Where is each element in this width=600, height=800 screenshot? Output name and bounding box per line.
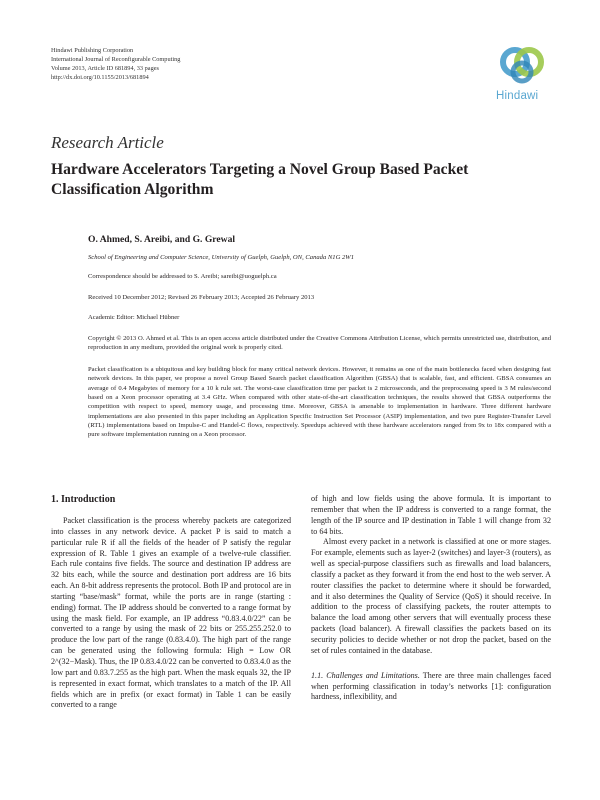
intro-paragraph: Packet classification is the process whereby packets are categorized into classes in any network device. A packet P is said to match a particular rule R if all the fields of the header of P satisfy the regular expression of R. Table 1 gives an example of a twelve-rule classifier. Each rule contains five fields. The source and destination IP address are 32 bits each, while the source and destination port address are 16 bits each. An 8-bit address represents the protocol. Both IP and protocol are in starting “base/mask” format, while the ports are in range (starting : ending) format. The IP address should be converted to a range format by using the mask field. For example, an IP address “0.83.4.0/22” can be converted to a range by using the mask of 22 bits or 255.255.252.0 to produce the low part of the range (0.83.4.0). The high part of the range can be generated using the following formula: High = Low OR 2^(32−Mask). Thus, the IP 0.83.4.0/22 can be converted to 0.83.4.0 as the low part and 0.83.7.255 as the high part. When the mask equals 32, the IP is represented in exact format, which translates to a match of the IP. All fields which are in prefix (or exact format) in Table 1 can be easily converted to a range — [51, 516, 291, 710]
subsection-text: There are three main challenges faced when performing classification in today’s networks [1]: configuration hardness, inflexibility, and — [311, 670, 551, 702]
article-type: Research Article — [51, 133, 164, 152]
abstract: Packet classification is a ubiquitous and key building block for many critical network devices. However, it remains as one of the main bottlenecks faced when designing fast network devices. In this paper, we propose a novel Group Based Search packet classification Algorithm (GBSA) that is scalable, fast, and efficient. GBSA consumes an average of 0.4 Megabytes of memory for a 10 k rule set. The worst-case classification time per packet is 2 microseconds, and the preprocessing speed is 3 M rules/second based on a Xeon processor operating at 3.4 GHz. When compared with other state-of-the-art classification techniques, the results showed that GBSA outperforms the competition with respect to speed, memory usage, and processing time. Moreover, GBSA is amenable to implementation in hardware. Three different hardware implementations are also presented in this paper including an Application Specific Instruction Set Processor (ASIP) implementation, and two pure Register-Transfer Level (RTL) implementations based on Impulse-C and Handel-C flows, respectively. Speedups achieved with these hardware accelerators ranged from 9x to 18x compared with a pure software implementation running on a Xeon processor. — [88, 366, 551, 439]
left-column — [51, 516, 291, 711]
logo-text: Hindawi — [496, 90, 539, 102]
hindawi-logo — [493, 40, 551, 106]
volume-info: Volume 2013, Article ID 681894, 33 pages — [51, 65, 159, 72]
correspondence: Correspondence should be addressed to S. Areibi; sareibi@uoguelph.ca — [88, 273, 277, 280]
right-column — [311, 494, 551, 703]
section-heading: 1. Introduction — [51, 494, 116, 505]
subsection — [311, 671, 551, 704]
journal-header — [51, 46, 180, 82]
license: Copyright © 2013 O. Ahmed et al. This is an open access article distributed under the Creative Commons Attribution License, which permits unrestricted use, distribution, and reproduction in any medium, provided the original work is properly cited. — [88, 335, 551, 352]
hindawi-logo-icon — [493, 40, 551, 90]
paragraph-classification: Almost every packet in a network is classified at one or more stages. For example, elements such as layer-2 (switches) and layer-3 (routers), as well as special-purpose classifiers such as firewalls and load balancers, classify a packet as they forward it from the end host to the web server. A router classifies the packet to determine where it should be forwarded, and it also determines the Quality of Service (QoS) it should receive. In addition to the process of classifying packets, the router attempts to balance the load among other servers that will eventually process these packets (load balancer). A firewall classifies the packets based on its security policies to decide whether or not drop the packet, based on the set of rules contained in the database. — [311, 537, 551, 655]
dates: Received 10 December 2012; Revised 26 February 2013; Accepted 26 February 2013 — [88, 294, 315, 301]
subsection-heading: 1.1. Challenges and Limitations. — [311, 670, 420, 680]
authors: O. Ahmed, S. Areibi, and G. Grewal — [88, 234, 236, 245]
paper-title: Hardware Accelerators Targeting a Novel Group Based Packet Classification Algorithm — [51, 161, 469, 198]
journal-name: International Journal of Reconfigurable Computing — [51, 56, 181, 63]
publisher: Hindawi Publishing Corporation — [51, 47, 134, 54]
doi-link[interactable]: http://dx.doi.org/10.1155/2013/681894 — [51, 74, 149, 81]
continued-paragraph: of high and low fields using the above formula. It is important to remember that when the IP address is converted to a range format, the length of the IP source and IP destination in Table 1 will change from 32 to 64 bits. — [311, 494, 551, 536]
affiliation: School of Engineering and Computer Science, University of Guelph, Guelph, ON, Canada N1G 2W1 — [88, 254, 355, 261]
academic-editor: Academic Editor: Michael Hübner — [88, 314, 180, 321]
